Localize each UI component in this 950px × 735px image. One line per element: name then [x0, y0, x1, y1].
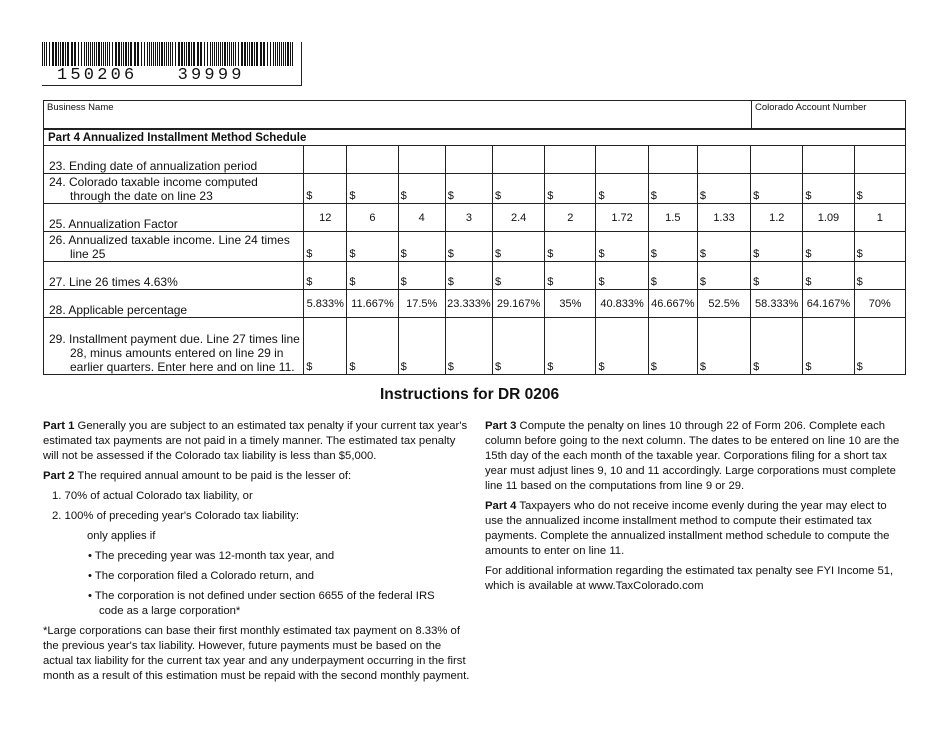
line-24-field[interactable]: $	[398, 174, 445, 204]
line-23-field[interactable]	[854, 146, 905, 174]
line-23-field[interactable]	[697, 146, 750, 174]
part4-paragraph: Part 4 Taxpayers who do not receive income evenly during the year may elect to use the annualized income installment method to compute their estimated tax payments. Complete the annualized installment method schedule to compute the amounts to enter on line 11.	[485, 500, 890, 557]
line-26-field[interactable]: $	[751, 232, 803, 262]
line-27-field[interactable]: $	[697, 262, 750, 290]
applicable-percentage: 46.667%	[648, 290, 697, 318]
line-23-field[interactable]	[347, 146, 398, 174]
annualization-factor: 1	[854, 204, 905, 232]
applicable-percentage: 29.167%	[493, 290, 545, 318]
line-29-field[interactable]: $	[596, 318, 648, 375]
annualization-factor: 1.5	[648, 204, 697, 232]
bullet-2: • The corporation filed a Colorado return, and	[88, 570, 315, 582]
part1-paragraph: Part 1 Generally you are subject to an estimated tax penalty if your current tax year's estimated tax payments are not paid in a timely manner. The estimated tax penalty will not be assessed if the Colorado tax liability is less than $5,000.	[43, 420, 468, 462]
line-23-field[interactable]	[751, 146, 803, 174]
bullet-3: • The corporation is not defined under section 6655 of the federal IRS code as a large corporation*	[88, 590, 435, 617]
line-24-field[interactable]: $	[445, 174, 492, 204]
applicable-percentage: 52.5%	[697, 290, 750, 318]
line-24-field[interactable]: $	[347, 174, 398, 204]
line-26-field[interactable]: $	[648, 232, 697, 262]
line-26-field[interactable]: $	[445, 232, 492, 262]
annualization-factor: 4	[398, 204, 445, 232]
line-27-field[interactable]: $	[398, 262, 445, 290]
annualized-schedule-table	[43, 129, 906, 375]
line-23-field[interactable]	[445, 146, 492, 174]
account-number-label: Colorado Account Number	[755, 102, 867, 113]
line-28-label: 28. Applicable percentage	[44, 290, 304, 318]
line-27-field[interactable]: $	[648, 262, 697, 290]
line-24-field[interactable]: $	[854, 174, 905, 204]
applicable-percentage: 17.5%	[398, 290, 445, 318]
barcode-area	[42, 42, 302, 86]
row-line-23	[44, 146, 906, 174]
line-26-label: 26. Annualized taxable income. Line 24 times line 25	[44, 232, 304, 262]
row-line-28	[44, 290, 906, 318]
additional-info-paragraph: For additional information regarding the estimated tax penalty see FYI Income 51, which is available at www.TaxColorado.com	[485, 565, 894, 592]
applicable-percentage: 40.833%	[596, 290, 648, 318]
applicable-percentage: 35%	[545, 290, 596, 318]
line-29-field[interactable]: $	[347, 318, 398, 375]
line-27-field[interactable]: $	[854, 262, 905, 290]
line-26-field[interactable]: $	[493, 232, 545, 262]
line-27-field[interactable]: $	[445, 262, 492, 290]
line-23-field[interactable]	[803, 146, 854, 174]
line-27-field[interactable]: $	[347, 262, 398, 290]
line-26-field[interactable]: $	[596, 232, 648, 262]
business-header	[43, 100, 906, 129]
line-23-field[interactable]	[493, 146, 545, 174]
annualization-factor: 6	[347, 204, 398, 232]
list-item-2: 2. 100% of preceding year's Colorado tax liability:	[52, 510, 300, 522]
instructions-right-column	[485, 419, 907, 594]
line-25-label: 25. Annualization Factor	[44, 204, 304, 232]
line-29-field[interactable]: $	[493, 318, 545, 375]
line-23-field[interactable]	[648, 146, 697, 174]
schedule-title: Part 4 Annualized Installment Method Schedule	[44, 130, 906, 146]
line-27-field[interactable]: $	[545, 262, 596, 290]
line-24-field[interactable]: $	[545, 174, 596, 204]
line-29-label: 29. Installment payment due. Line 27 times line 28, minus amounts entered on line 29 in earlier quarters. Enter here and on line 11.	[44, 318, 304, 375]
line-23-label: 23. Ending date of annualization period	[44, 146, 304, 174]
line-29-field[interactable]: $	[648, 318, 697, 375]
line-26-field[interactable]: $	[304, 232, 347, 262]
line-26-field[interactable]: $	[347, 232, 398, 262]
line-29-field[interactable]: $	[398, 318, 445, 375]
barcode-image	[42, 42, 296, 66]
line-24-field[interactable]: $	[648, 174, 697, 204]
header-divider	[751, 101, 752, 128]
part2-paragraph: Part 2 The required annual amount to be paid is the lesser of:	[43, 470, 352, 482]
row-line-29	[44, 318, 906, 375]
line-27-field[interactable]: $	[596, 262, 648, 290]
line-27-field[interactable]: $	[751, 262, 803, 290]
line-24-label: 24. Colorado taxable income computed through the date on line 23	[44, 174, 304, 204]
line-24-field[interactable]: $	[596, 174, 648, 204]
applicable-percentage: 11.667%	[347, 290, 398, 318]
list-item-1: 1. 70% of actual Colorado tax liability, or	[52, 490, 253, 502]
annualization-factor: 2.4	[493, 204, 545, 232]
annualization-factor: 1.72	[596, 204, 648, 232]
line-26-field[interactable]: $	[398, 232, 445, 262]
line-29-field[interactable]: $	[803, 318, 854, 375]
line-24-field[interactable]: $	[493, 174, 545, 204]
applicable-percentage: 70%	[854, 290, 905, 318]
line-23-field[interactable]	[398, 146, 445, 174]
line-26-field[interactable]: $	[803, 232, 854, 262]
line-29-field[interactable]: $	[545, 318, 596, 375]
applicable-percentage: 64.167%	[803, 290, 854, 318]
applicable-percentage: 5.833%	[304, 290, 347, 318]
business-name-label: Business Name	[47, 102, 114, 113]
row-line-25	[44, 204, 906, 232]
line-24-field[interactable]: $	[803, 174, 854, 204]
line-29-field[interactable]: $	[304, 318, 347, 375]
line-26-field[interactable]: $	[697, 232, 750, 262]
line-29-field[interactable]: $	[697, 318, 750, 375]
applicable-percentage: 23.333%	[445, 290, 492, 318]
row-line-24	[44, 174, 906, 204]
applicable-percentage: 58.333%	[751, 290, 803, 318]
instructions-left-column	[43, 419, 471, 684]
barcode-number: 150206 39999	[57, 66, 245, 85]
line-29-field[interactable]: $	[751, 318, 803, 375]
annualization-factor: 1.09	[803, 204, 854, 232]
instructions-title: Instructions for DR 0206	[380, 386, 560, 403]
line-24-field[interactable]: $	[697, 174, 750, 204]
annualization-factor: 1.2	[751, 204, 803, 232]
line-29-field[interactable]: $	[445, 318, 492, 375]
annualization-factor: 12	[304, 204, 347, 232]
line-26-field[interactable]: $	[854, 232, 905, 262]
bullet-1: • The preceding year was 12-month tax year, and	[88, 550, 335, 562]
line-23-field[interactable]	[596, 146, 648, 174]
line-24-field[interactable]: $	[304, 174, 347, 204]
line-23-field[interactable]	[545, 146, 596, 174]
annualization-factor: 1.33	[697, 204, 750, 232]
line-29-field[interactable]: $	[854, 318, 905, 375]
line-24-field[interactable]: $	[751, 174, 803, 204]
line-23-field[interactable]	[304, 146, 347, 174]
part3-paragraph: Part 3 Compute the penalty on lines 10 through 22 of Form 206. Complete each column before going to the next column. The dates to be entered on line 10 are the 15th day of the each month of the taxable year. Corporations filing for a short tax year must adjust lines 9, 10 and 11 accordingly. Large corporations must complete line 11 based on the computations from line 9 or 29.	[485, 420, 900, 492]
annualization-factor: 3	[445, 204, 492, 232]
footnote-paragraph: *Large corporations can base their first monthly estimated tax payment on 8.33% of the previous year's tax liability. However, future payments must be based on the actual tax liability for the current tax year and any underpayment occurring in the first month as a result of this estimation must be repaid with the second monthly payment.	[43, 625, 470, 682]
line-27-field[interactable]: $	[304, 262, 347, 290]
row-line-26	[44, 232, 906, 262]
annualization-factor: 2	[545, 204, 596, 232]
line-27-label: 27. Line 26 times 4.63%	[44, 262, 304, 290]
row-line-27	[44, 262, 906, 290]
line-27-field[interactable]: $	[493, 262, 545, 290]
only-applies-if: only applies if	[87, 530, 156, 542]
line-27-field[interactable]: $	[803, 262, 854, 290]
line-26-field[interactable]: $	[545, 232, 596, 262]
